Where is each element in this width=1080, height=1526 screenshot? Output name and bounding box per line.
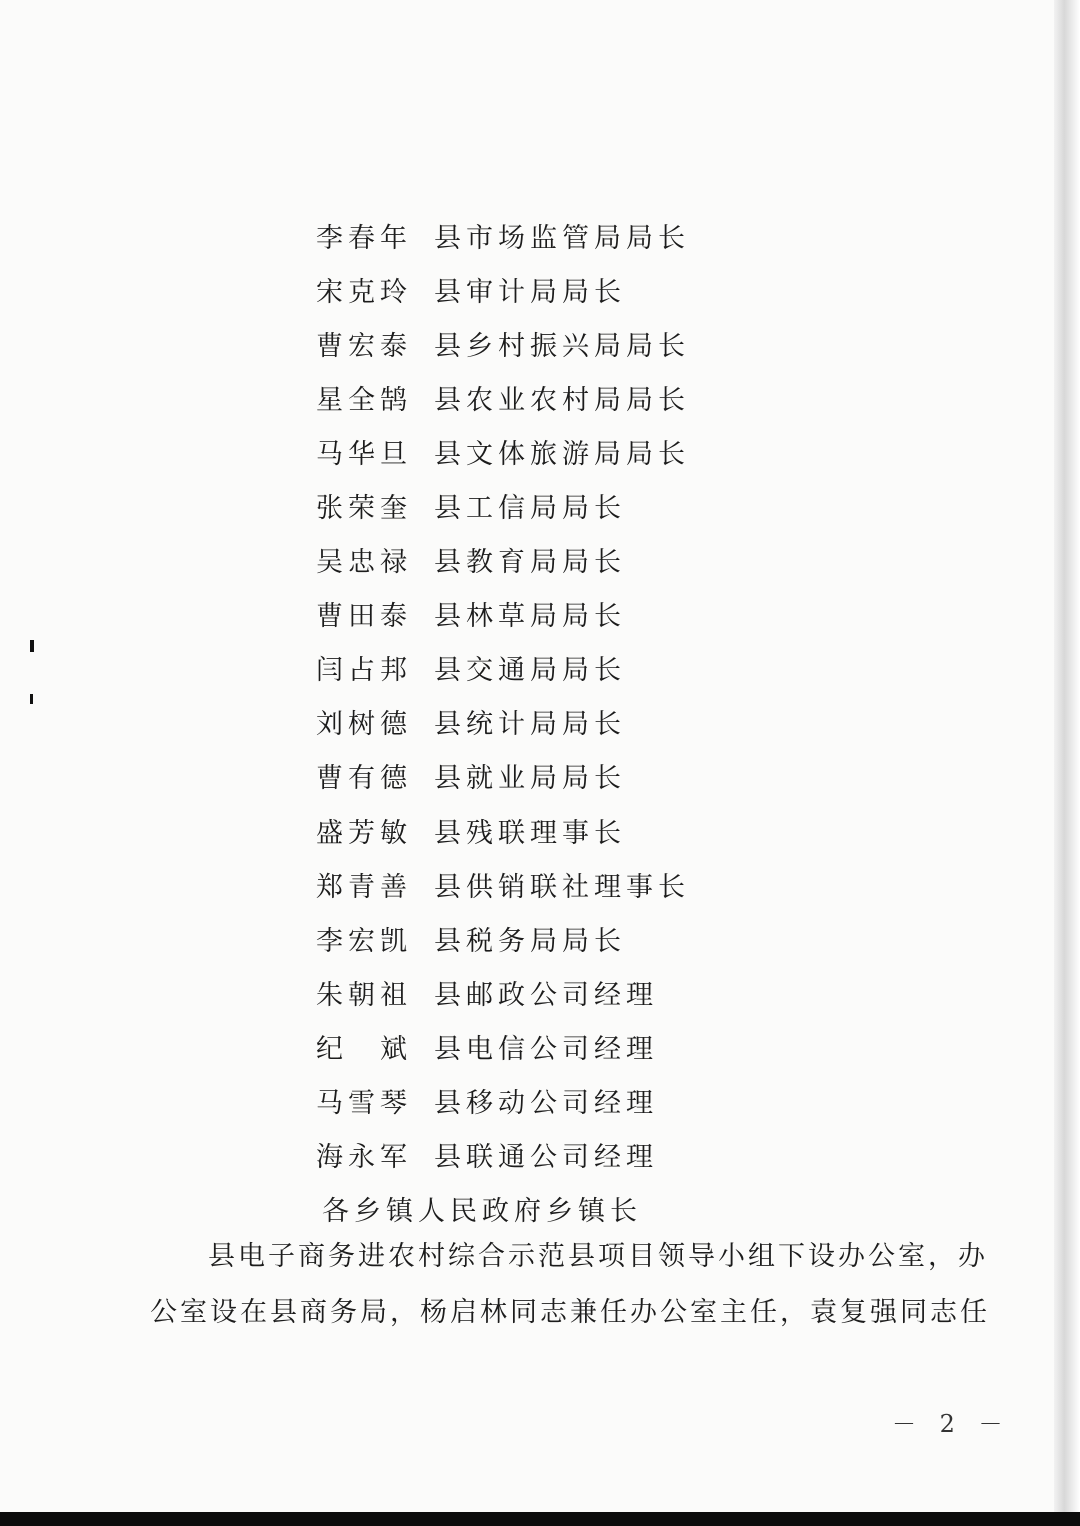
scan-edge-bottom bbox=[0, 1512, 1080, 1526]
member-row bbox=[316, 1019, 816, 1073]
member-title: 县税务局局长 bbox=[434, 925, 626, 957]
member-list bbox=[316, 208, 816, 1236]
member-title: 县供销联社理事长 bbox=[434, 871, 690, 903]
member-row bbox=[316, 641, 816, 695]
member-title: 县工信局局长 bbox=[434, 493, 626, 525]
member-name: 闫占邦 bbox=[316, 655, 412, 687]
member-name: 李宏凯 bbox=[316, 925, 412, 957]
member-title: 县文体旅游局局长 bbox=[434, 438, 690, 470]
member-name: 郑青善 bbox=[316, 871, 412, 903]
member-row bbox=[316, 424, 816, 478]
member-row bbox=[316, 803, 816, 857]
member-name: 曹田泰 bbox=[316, 601, 412, 633]
member-title: 县农业农村局局长 bbox=[434, 384, 690, 416]
member-title: 县就业局局长 bbox=[434, 763, 626, 795]
member-row-township-heads: 各乡镇人民政府乡镇长 bbox=[322, 1196, 642, 1228]
member-name: 曹有德 bbox=[316, 763, 412, 795]
member-name: 星全鹄 bbox=[316, 384, 412, 416]
member-title: 县移动公司经理 bbox=[434, 1088, 658, 1120]
member-row bbox=[316, 208, 816, 262]
member-name: 曹宏泰 bbox=[316, 330, 412, 362]
scan-edge-right bbox=[1054, 0, 1080, 1526]
member-row bbox=[316, 857, 816, 911]
office-paragraph-line-1: 县电子商务进农村综合示范县项目领导小组下设办公室，办 bbox=[208, 1241, 988, 1272]
member-name: 吴忠禄 bbox=[316, 547, 412, 579]
member-name: 海永军 bbox=[316, 1142, 412, 1174]
member-name: 盛芳敏 bbox=[316, 817, 412, 849]
page-number: － 2 － bbox=[892, 1410, 1011, 1438]
member-row bbox=[316, 533, 816, 587]
member-row bbox=[316, 911, 816, 965]
member-name: 宋克玲 bbox=[316, 276, 412, 308]
member-name: 马雪琴 bbox=[316, 1088, 412, 1120]
member-row bbox=[316, 1128, 816, 1182]
member-title: 县电信公司经理 bbox=[434, 1033, 658, 1065]
member-row bbox=[316, 695, 816, 749]
member-name: 刘树德 bbox=[316, 709, 412, 741]
member-row bbox=[316, 370, 816, 424]
binding-mark bbox=[30, 694, 33, 704]
office-paragraph-line-2: 公室设在县商务局，杨启林同志兼任办公室主任，袁复强同志任 bbox=[150, 1297, 990, 1328]
member-title: 县邮政公司经理 bbox=[434, 979, 658, 1011]
member-name: 朱朝祖 bbox=[316, 979, 412, 1011]
member-row bbox=[316, 749, 816, 803]
member-row bbox=[316, 316, 816, 370]
member-title: 县统计局局长 bbox=[434, 709, 626, 741]
member-row bbox=[316, 262, 816, 316]
member-name: 马华旦 bbox=[316, 438, 412, 470]
member-title: 县乡村振兴局局长 bbox=[434, 330, 690, 362]
member-row bbox=[316, 587, 816, 641]
member-title: 县教育局局长 bbox=[434, 547, 626, 579]
member-name: 张荣奎 bbox=[316, 493, 412, 525]
member-row bbox=[316, 478, 816, 532]
member-name: 李春年 bbox=[316, 222, 412, 254]
member-title: 县市场监管局局长 bbox=[434, 222, 690, 254]
member-title: 县残联理事长 bbox=[434, 817, 626, 849]
member-title: 县审计局局长 bbox=[434, 276, 626, 308]
member-title: 县林草局局长 bbox=[434, 601, 626, 633]
member-title: 县联通公司经理 bbox=[434, 1142, 658, 1174]
binding-mark bbox=[30, 640, 34, 652]
member-row bbox=[316, 965, 816, 1019]
member-title: 县交通局局长 bbox=[434, 655, 626, 687]
member-row bbox=[316, 1074, 816, 1128]
member-name: 纪 斌 bbox=[316, 1033, 412, 1065]
